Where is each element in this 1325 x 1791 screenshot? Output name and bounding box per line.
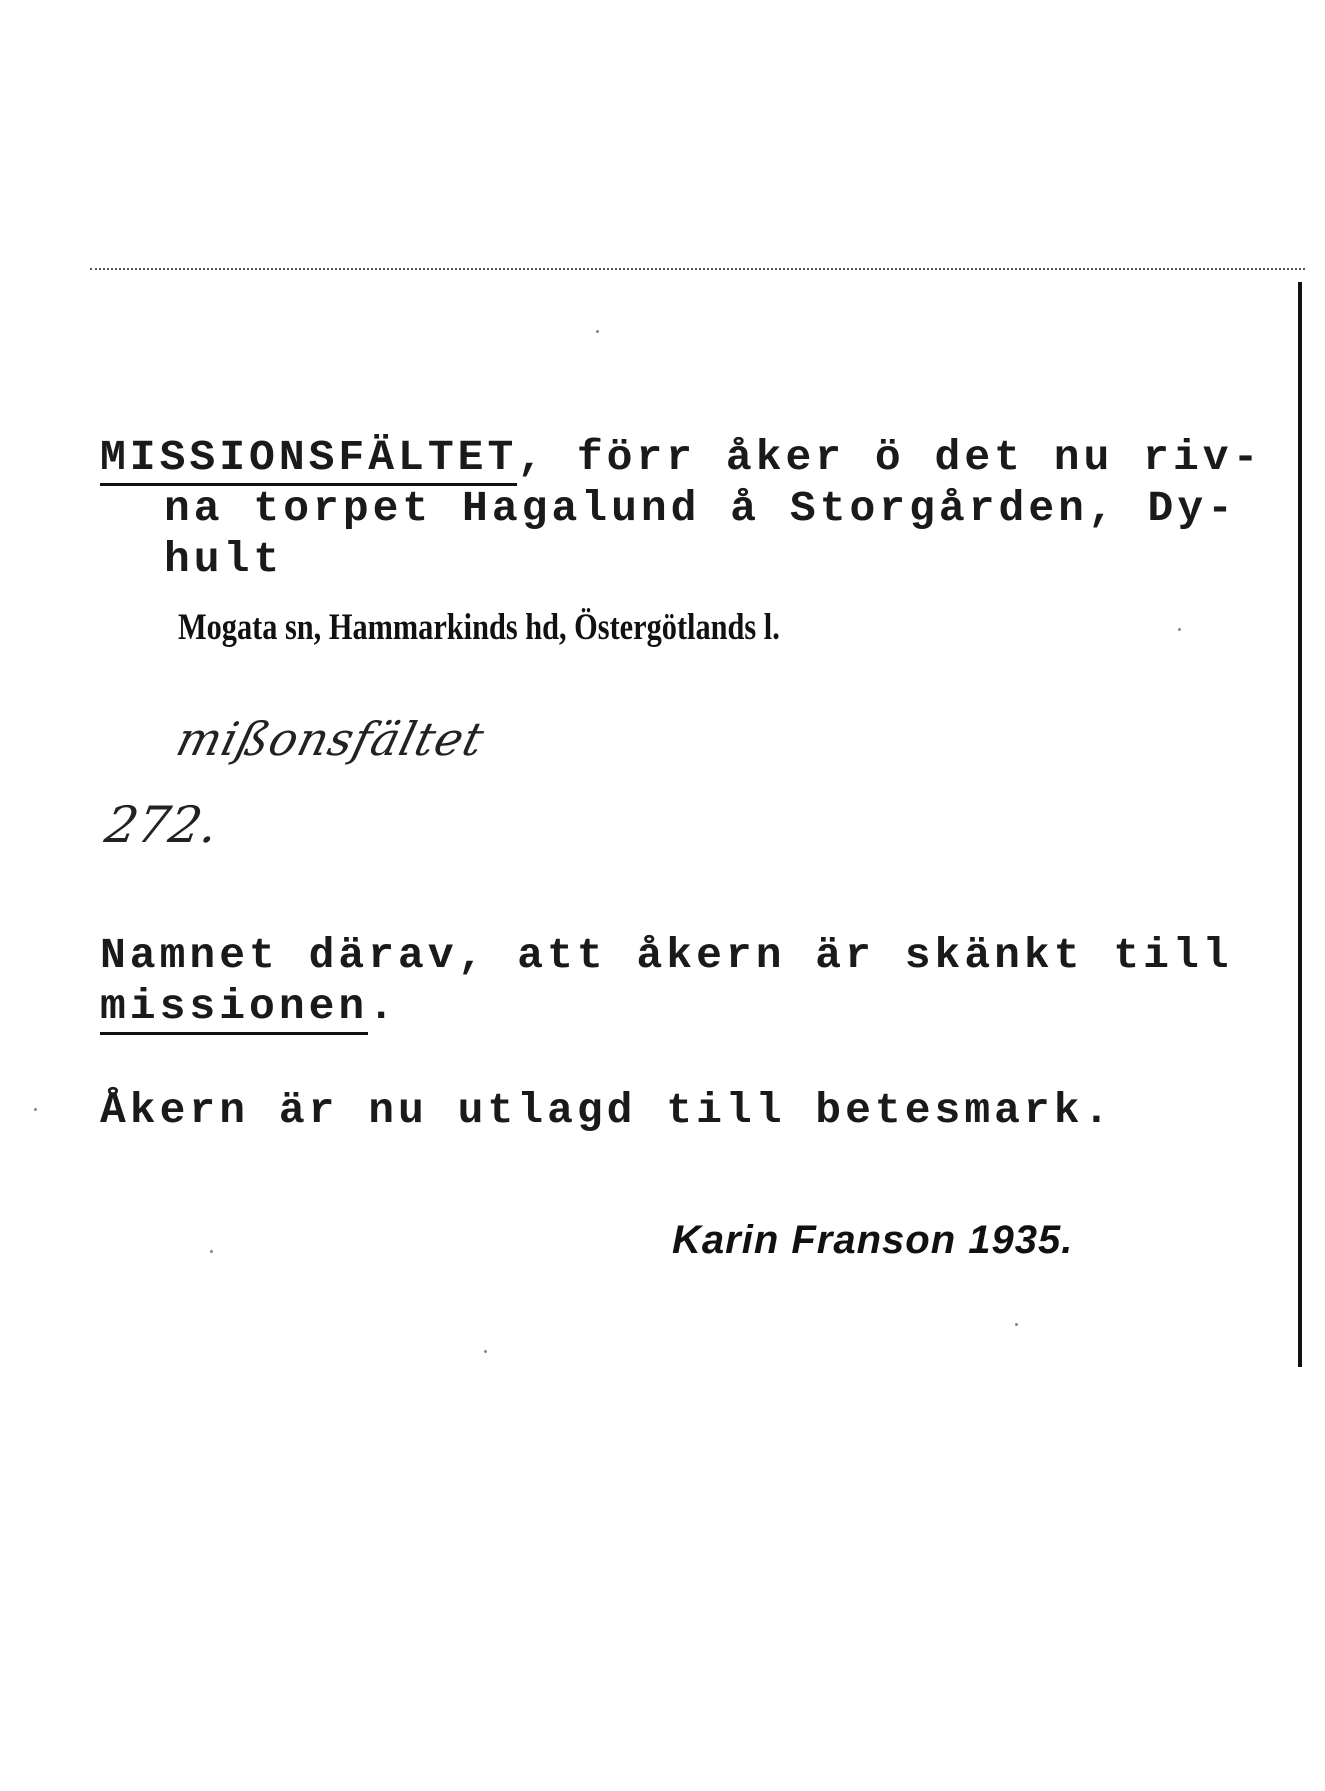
explanation-underlined-word: missionen — [100, 982, 368, 1035]
signature: Karin Franson 1935. — [672, 1218, 1074, 1262]
entry-line-1 — [100, 432, 1262, 483]
paper-speck — [34, 1108, 37, 1111]
paper-speck — [484, 1350, 487, 1353]
explanation-line-1: Namnet därav, att åkern är skänkt till — [100, 931, 1233, 980]
paper-speck — [1015, 1323, 1018, 1326]
entry-line-2: na torpet Hagalund å Storgården, Dy- — [164, 484, 1237, 533]
explanation-line-2 — [100, 981, 398, 1032]
paper-speck — [210, 1250, 213, 1253]
note-line: Åkern är nu utlagd till betesmark. — [100, 1086, 1114, 1135]
card-right-edge — [1298, 282, 1302, 1367]
entry-line-3: hult — [164, 535, 284, 584]
entry-line-1-text: , förr åker ö det nu riv- — [517, 433, 1263, 482]
handwritten-pronunciation: mißonsfältet — [171, 712, 491, 766]
paper-speck — [1178, 628, 1181, 631]
card-top-edge — [90, 268, 1305, 270]
handwritten-number: 272. — [100, 796, 223, 854]
locality-stamp: Mogata sn, Hammarkinds hd, Östergötlands l. — [178, 607, 780, 648]
explanation-line-2-end: . — [368, 982, 399, 1031]
paper-speck — [596, 330, 599, 333]
place-name-heading: MISSIONSFÄLTET — [100, 433, 517, 486]
